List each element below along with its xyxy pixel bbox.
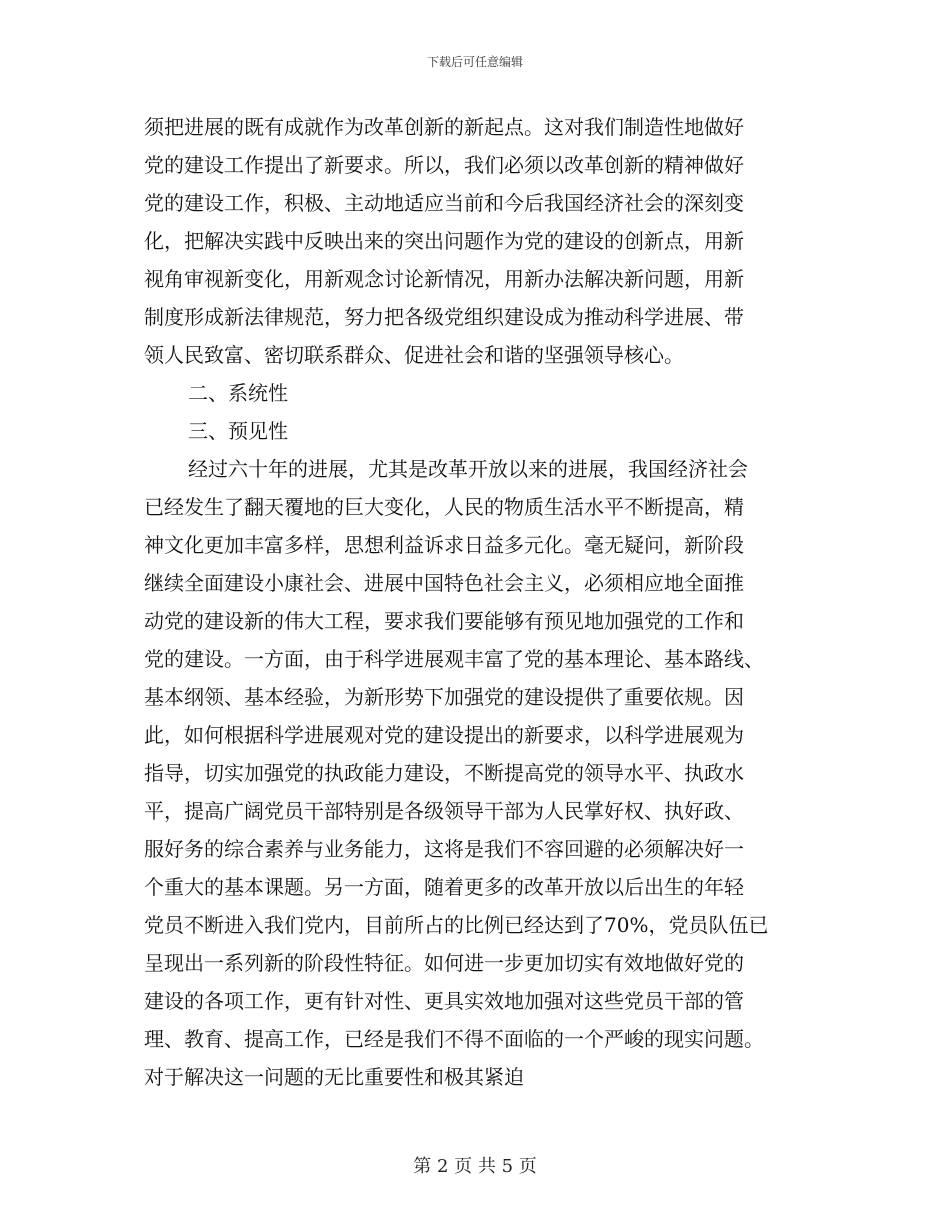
body-line: 化，把解决实践中反映出来的突出问题作为党的建设的创新点，用新: [144, 229, 744, 253]
body-line: 指导，切实加强党的执政能力建设，不断提高党的领导水平、执政水: [144, 761, 744, 785]
body-line: 个重大的基本课题。另一方面，随着更多的改革开放以后出生的年轻: [144, 875, 744, 899]
body-line: 党的建设。一方面，由于科学进展观丰富了党的基本理论、基本路线、: [144, 647, 764, 671]
body-line: 党的建设工作提出了新要求。所以，我们必须以改革创新的精神做好: [144, 153, 744, 177]
paragraph-start-line: 经过六十年的进展，尤其是改革开放以来的进展，我国经济社会: [188, 457, 748, 481]
body-line: 对于解决这一问题的无比重要性和极其紧迫: [144, 1065, 524, 1089]
body-line: 建设的各项工作，更有针对性、更具实效地加强对这些党员干部的管: [144, 989, 744, 1013]
body-line: 此，如何根据科学进展观对党的建设提出的新要求，以科学进展观为: [144, 723, 744, 747]
body-line: 平，提高广阔党员干部特别是各级领导干部为人民掌好权、执好政、: [144, 799, 744, 823]
section-heading-systematic: 二、系统性: [188, 381, 288, 405]
page-number-footer: 第 2 页 共 5 页: [413, 1156, 537, 1177]
body-line: 呈现出一系列新的阶段性特征。如何进一步更加切实有效地做好党的: [144, 951, 744, 975]
body-line: 须把进展的既有成就作为改革创新的新起点。这对我们制造性地做好: [144, 115, 744, 139]
body-line: 基本纲领、基本经验，为新形势下加强党的建设提供了重要依规。因: [144, 685, 744, 709]
body-line: 服好务的综合素养与业务能力，这将是我们不容回避的必须解决好一: [144, 837, 744, 861]
body-line: 视角审视新变化，用新观念讨论新情况，用新办法解决新问题，用新: [144, 267, 744, 291]
body-line: 继续全面建设小康社会、进展中国特色社会主义，必须相应地全面推: [144, 571, 744, 595]
section-heading-foresight: 三、预见性: [188, 419, 288, 443]
body-line: 制度形成新法律规范，努力把各级党组织建设成为推动科学进展、带: [144, 305, 744, 329]
body-line: 党的建设工作，积极、主动地适应当前和今后我国经济社会的深刻变: [144, 191, 744, 215]
body-line: 党员不断进入我们党内，目前所占的比例已经达到了70%，党员队伍已: [144, 913, 769, 937]
body-line: 理、教育、提高工作，已经是我们不得不面临的一个严峻的现实问题。: [144, 1027, 764, 1051]
document-body: [144, 108, 806, 1096]
header-note: 下载后可任意编辑: [426, 55, 523, 69]
body-line: 动党的建设新的伟大工程，要求我们要能够有预见地加强党的工作和: [144, 609, 744, 633]
body-line: 领人民致富、密切联系群众、促进社会和谐的坚强领导核心。: [144, 343, 684, 367]
body-line: 神文化更加丰富多样，思想利益诉求日益多元化。毫无疑问，新阶段: [144, 533, 744, 557]
body-line: 已经发生了翻天覆地的巨大变化，人民的物质生活水平不断提高，精: [144, 495, 744, 519]
